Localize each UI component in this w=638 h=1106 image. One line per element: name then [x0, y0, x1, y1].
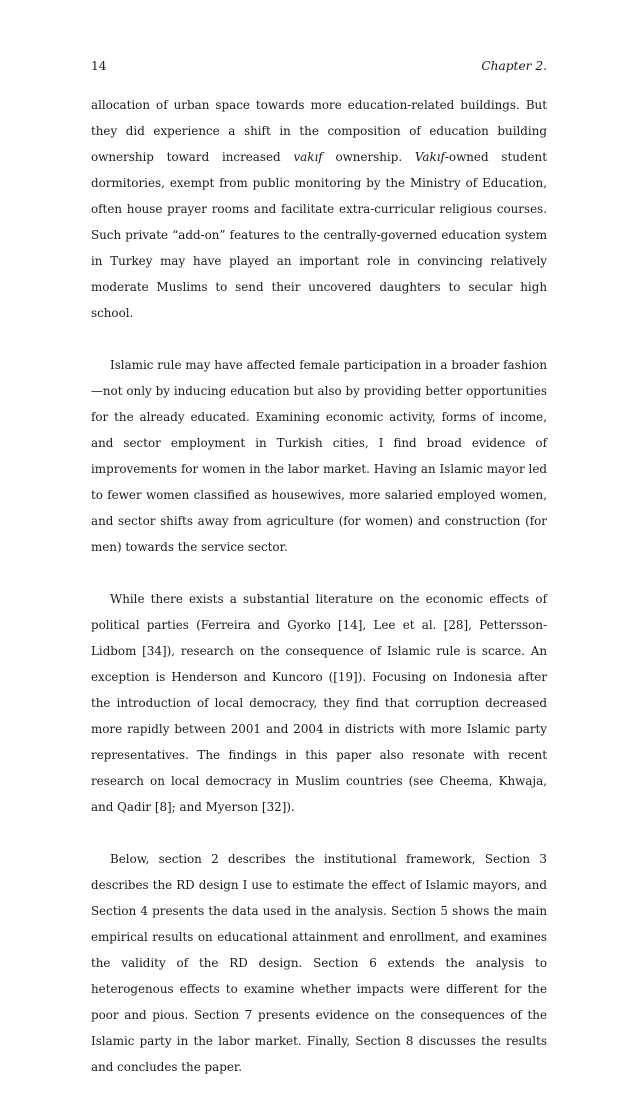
term-vakif-capitalized: Vakıf [414, 150, 445, 164]
paragraph-3: While there exists a substantial literature on the economic effects of political parties (Ferreira and Gyorko [14], Lee et al. [28], Pettersson-Lidbom [34]), research on the consequence of Islamic rule is scarce. An exception is Henderson and Kuncoro ([19]). Focusing on Indonesia after the introduction of local democracy, they find that corruption decreased more rapidly between 2001 and 2004 in districts with more Islamic party representatives. The findings in this paper also resonate with recent research on local democracy in Muslim countries (see Cheema, Khwaja, and Qadir [8]; and Myerson [32]). [91, 592, 547, 814]
paragraph-2: Islamic rule may have affected female participation in a broader fashion—not only by inducing education but also by providing better opportunities for the already educated. Examining economic activity, forms of income, and sector employment in Turkish cities, I find broad evidence of improvements for women in the labor market. Having an Islamic mayor led to fewer women classified as housewives, more salaried employed women, and sector shifts away from agriculture (for women) and construction (for men) towards the service sector. [91, 358, 547, 554]
chapter-label: Chapter 2. [481, 59, 547, 73]
paragraph-4: Below, section 2 describes the institutional framework, Section 3 describes the RD design I use to estimate the effect of Islamic mayors, and Section 4 presents the data used in the analysis. Section 5 shows the main empirical results on educational attainment and enrollment, and examines the validity of the RD design. Section 6 extends the analysis to heterogenous effects to examine whether impacts were different for the poor and pious. Section 7 presents evidence on the consequences of the Islamic party in the labor market. Finally, Section 8 discusses the results and concludes the paper. [91, 852, 547, 1074]
document-page [91, 58, 547, 1106]
running-header [91, 58, 547, 74]
paragraph-1-text-a: allocation of urban space towards more education-related buildings. But they did experience a shift in the composition of education building ownership toward increased [91, 98, 547, 164]
paragraph-1 [91, 92, 547, 326]
paragraph-1-text-c: -owned student dormitories, exempt from public monitoring by the Ministry of Education, often house prayer rooms and facilitate extra-curricular religious courses. Such private “add-on” features to the centrally-governed education system in Turkey may have played an important role in convincing relatively moderate Muslims to send their uncovered daughters to secular high school. [91, 150, 547, 320]
term-vakif: vakıf [293, 150, 323, 164]
page-number: 14 [91, 59, 107, 73]
paragraph-1-text-b: ownership. [322, 150, 415, 164]
